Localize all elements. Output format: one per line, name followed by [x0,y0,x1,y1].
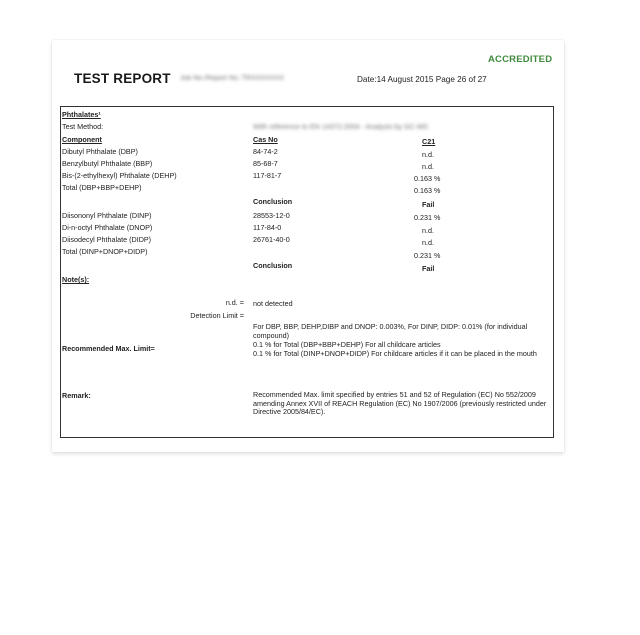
recommended-limit-label: Recommended Max. Limit= [62,344,155,353]
conclusion-value: Fail [422,264,435,273]
result-value: 0.231 % [414,251,441,260]
remark-text: Recommended Max. limit specified by entries 51 and 52 of Regulation (EC) No 552/2009 amending Annex XVII of REACH Regulation (EC) No 1907/2006 (previously restricted under Directive 2005/84/EC). [253,390,547,417]
job-reference: Job No./Report No.:TRXXXXXXX [180,75,284,82]
result-value: 0.231 % [414,213,441,222]
component-name: Dibutyl Phthalate (DBP) [62,147,138,156]
component-name: Di-n-octyl Phthalate (DNOP) [62,223,153,232]
accredited-mark: ACCREDITED [488,54,553,65]
nd-value: not detected [253,299,293,308]
component-name: Bis-(2-ethylhexyl) Phthalate (DEHP) [62,171,177,180]
section-title: Phthalates¹ [62,110,101,119]
column-header-component: Component [62,135,102,144]
result-value: n.d. [422,238,434,247]
test-method-label: Test Method: [62,122,104,131]
detection-limit-label: Detection Limit = [190,311,244,320]
remark-label: Remark: [62,391,91,400]
detection-limit-value: For DBP, BBP, DEHP,DIBP and DNOP: 0.003%, For DINP, DIDP: 0.01% (for individual compound) [253,322,528,340]
result-value: 0.163 % [414,186,441,195]
cas-number: 26761-40-0 [253,235,290,244]
cas-number: 85-68-7 [253,159,278,168]
date-page: Date:14 August 2015 Page 26 of 27 [357,75,487,84]
cas-number: 84-74-2 [253,147,278,156]
result-value: n.d. [422,162,434,171]
conclusion-label: Conclusion [253,197,293,206]
component-name: Total (DBP+BBP+DEHP) [62,183,142,192]
cas-number: 117-81-7 [253,171,282,180]
notes-title: Note(s): [62,275,90,284]
cas-number: 28553-12-0 [253,211,290,220]
conclusion-value: Fail [422,200,435,209]
result-value: n.d. [422,226,434,235]
nd-label: n.d. = [225,298,244,307]
cas-number: 117-84-0 [253,223,282,232]
component-name: Diisononyl Phthalate (DINP) [62,211,152,220]
component-name: Total (DINP+DNOP+DIDP) [62,247,148,256]
conclusion-label: Conclusion [253,261,293,270]
column-header-cas: Cas No [253,135,278,144]
report-title: TEST REPORT [74,71,171,86]
test-method-value: With reference to EN 14372:2004 - Analysis by GC-MS [253,122,428,131]
recommended-limit-line-2: 0.1 % for Total (DINP+DNOP+DIDP) For childcare articles if it can be placed in the mouth [253,349,537,358]
column-header-sample: C21 [422,137,436,146]
result-value: 0.163 % [414,174,441,183]
component-name: Benzylbutyl Phthalate (BBP) [62,159,153,168]
component-name: Diisodecyl Phthalate (DIDP) [62,235,152,244]
result-value: n.d. [422,150,434,159]
recommended-limit-line-1: 0.1 % for Total (DBP+BBP+DEHP) For all childcare articles [253,340,441,349]
